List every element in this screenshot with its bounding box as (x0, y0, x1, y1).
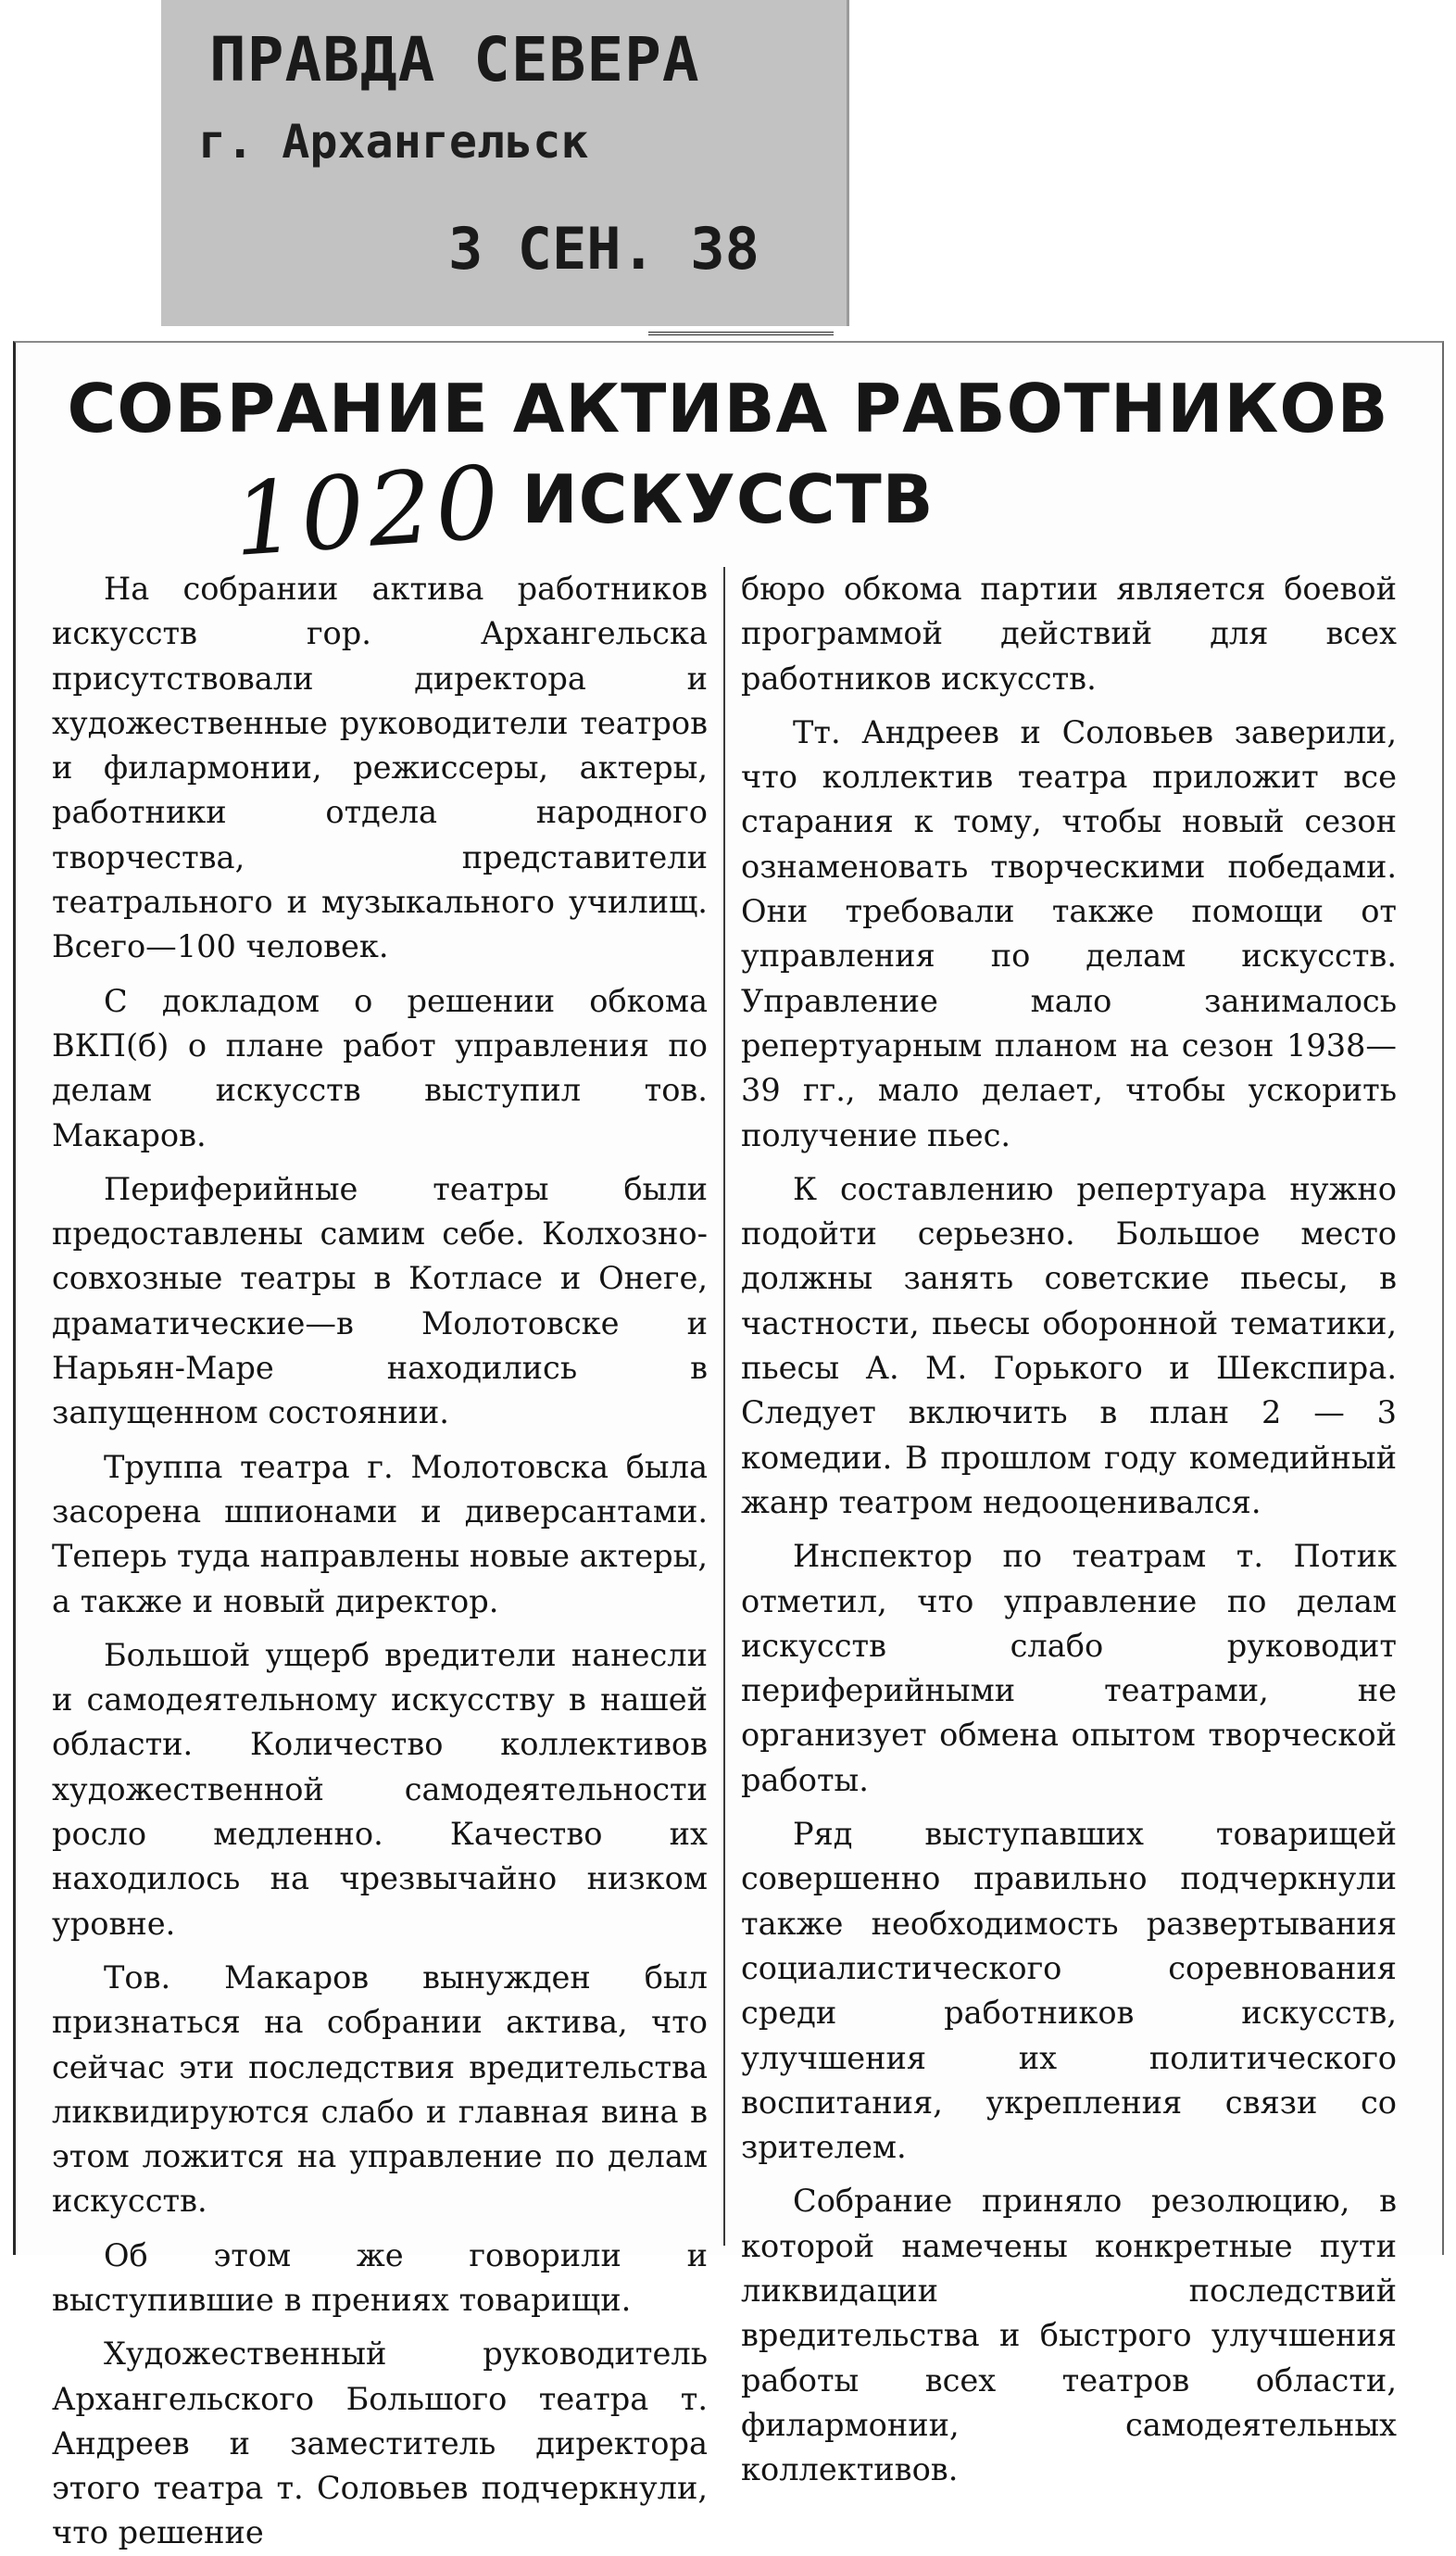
stamp-date: 3 СЕН. 38 (448, 215, 759, 283)
paragraph: Ряд выступавших товарищей совершенно правильно подчеркнули также необходимость развертывания социалистического соревнования среди работников искусств, улучшения их политического воспитания, укрепления связи со зрителем. (741, 1816, 1397, 2166)
paragraph: Большой ущерб вредители нанесли и самодеятельному искусству в нашей области. Количество коллективов художественной самодеятельности росло медленно. Качество их находилось на чрезвычайно низком уровне. (52, 1636, 708, 1942)
paragraph: Инспектор по театрам т. Потик отметил, что управление по делам искусств слабо руководит периферийными театрами, не организует обмена опытом творческой работы. (741, 1538, 1397, 1798)
article-column-right (741, 567, 1397, 2492)
paragraph: Об этом же говорили и выступившие в прениях товарищи. (52, 2236, 708, 2318)
paragraph: Художественный руководитель Архангельского Большого театра т. Андреев и заместитель директора этого театра т. Соловьев подчеркнули, что решение (52, 2336, 708, 2551)
paragraph: Тт. Андреев и Соловьев заверили, что коллектив театра приложит все старания к тому, чтобы новый сезон ознаменовать творческими победами. Они требовали также помощи от управления по делам искусств. Управление мало занималось репертуарным планом на сезон 1938—39 гг., мало делает, чтобы ускорить получение пьес. (741, 713, 1397, 1153)
paragraph: К составлению репертуара нужно подойти серьезно. Большое место должны занять советские пьесы, в частности, пьесы оборонной тематики, пьесы А. М. Горького и Шекспира. Следует включить в план 2 — 3 комедии. В прошлом году комедийный жанр театром недооценивался. (741, 1170, 1397, 1520)
paragraph: Собрание приняло резолюцию, в которой намечены конкретные пути ликвидации последствий вредительства и быстрого улучшения работы всех театров области, филармонии, самодеятельных коллективов. (741, 2183, 1397, 2488)
column-divider (723, 567, 725, 2246)
paragraph: бюро обкома партии является боевой программой действий для всех работников искусств. (741, 571, 1397, 697)
paragraph: На собрании актива работников искусств гор. Архангельска присутствовали директора и художественные руководители театров и филармонии, режиссеры, актеры, работники отдела народного творчества, представители театрального и музыкального училищ. Всего—100 человек. (52, 571, 708, 965)
article-headline (0, 363, 1456, 545)
paragraph: С докладом о решении обкома ВКП(б) о плане работ управления по делам искусств выступил тов. Макаров. (52, 982, 708, 1153)
paragraph: Периферийные театры были предоставлены самим себе. Колхозно-совхозные театры в Котласе и Онеге, драматические—в Молотовске и Нарьян-Маре находились в запущенном состоянии. (52, 1170, 708, 1431)
stamp-newspaper-name: ПРАВДА СЕВЕРА (209, 24, 700, 95)
stamp-city: г. Архангельск (198, 115, 589, 169)
paragraph: Тов. Макаров вынужден был признаться на собрании актива, что сейчас эти последствия вредительства ликвидируются слабо и главная вина в этом ложится на управление по делам искусств. (52, 1958, 708, 2220)
top-ornament (648, 332, 834, 345)
paragraph: Труппа театра г. Молотовска была засорена шпионами и диверсантами. Теперь туда направлены новые актеры, а также и новый директор. (52, 1448, 708, 1619)
headline-line-1: СОБРАНИЕ АКТИВА РАБОТНИКОВ (67, 370, 1389, 447)
newspaper-stamp (161, 0, 849, 326)
headline-line-2: ИСКУССТВ (521, 460, 935, 538)
handwritten-number: 1020 (229, 445, 507, 579)
article-column-left (52, 567, 708, 2556)
